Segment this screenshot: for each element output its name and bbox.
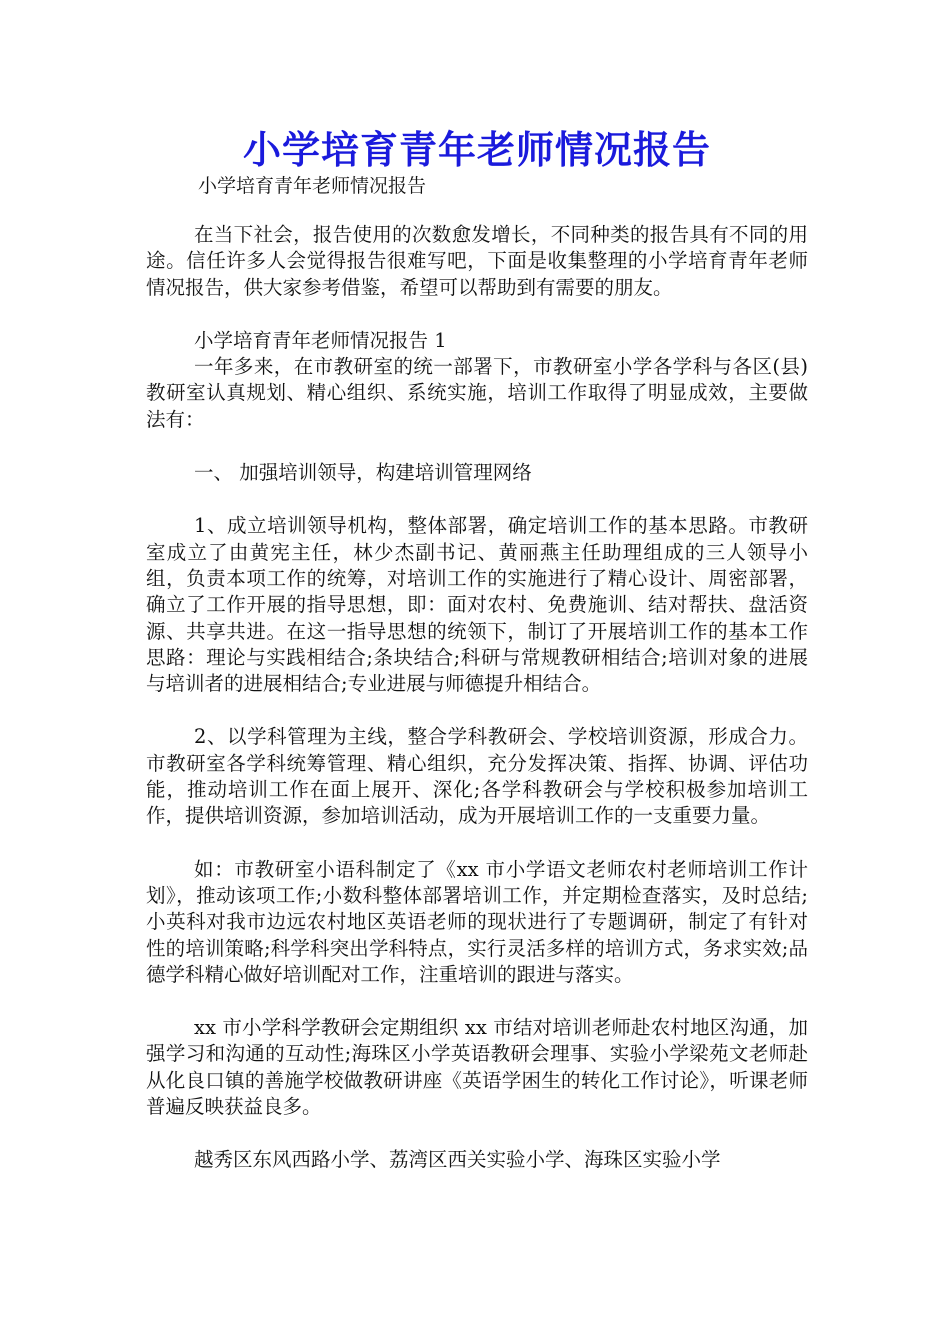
document-title: 小学培育青年老师情况报告 [242,127,711,172]
section-heading: 小学培育青年老师情况报告 1 [194,328,447,352]
subsection-heading: 一、 加强培训领导，构建培训管理网络 [194,461,532,485]
document-body [146,222,808,1201]
body-paragraph: 越秀区东风西路小学、荔湾区西关实验小学、海珠区实验小学 [194,1148,721,1172]
intro-paragraph: 在当下社会，报告使用的次数愈发增长，不同种类的报告具有不同的用途。信任许多人会觉得报告很难写吧，下面是收集整理的小学培育青年老师情况报告，供大家参考借鉴，希望可以帮助到有需要的朋友。 [146,223,808,299]
body-paragraph: xx 市小学科学教研会定期组织 xx 市结对培训老师赴农村地区沟通，加强学习和沟通的互动性;海珠区小学英语教研会理事、实验小学梁苑文老师赴从化良口镇的善施学校做教研讲座《英语学困生的转化工作讨论》，听课老师普遍反映获益良多。 [146,1016,808,1119]
body-paragraph: 如：市教研室小语科制定了《xx 市小学语文老师农村老师培训工作计划》，推动该项工作;小数科整体部署培训工作，并定期检查落实，及时总结;小英科对我市边远农村地区英语老师的现状进行了专题调研，制定了有针对性的培训策略;科学科突出学科特点，实行灵活多样的培训方式，务求实效;品德学科精心做好培训配对工作，注重培训的跟进与落实。 [146,857,808,986]
document-subtitle: 小学培育青年老师情况报告 [198,175,427,197]
overview-paragraph: 一年多来，在市教研室的统一部署下，市教研室小学各学科与各区(县)教研室认真规划、精心组织、系统实施，培训工作取得了明显成效，主要做法有： [146,355,808,431]
body-paragraph: 2、以学科管理为主线，整合学科教研会、学校培训资源，形成合力。市教研室各学科统筹管理、精心组织，充分发挥决策、指挥、协调、评估功能，推动培训工作在面上展开、深化;各学科教研会与学校积极参加培训工作，提供培训资源，参加培训活动，成为开展培训工作的一支重要力量。 [146,725,808,828]
body-paragraph: 1、成立培训领导机构，整体部署，确定培训工作的基本思路。市教研室成立了由黄宪主任，林少杰副书记、黄丽燕主任助理组成的三人领导小组，负责本项工作的统筹，对培训工作的实施进行了精心设计、周密部署，确立了工作开展的指导思想，即：面对农村、免费施训、结对帮扶、盘活资源、共享共进。在这一指导思想的统领下，制订了开展培训工作的基本工作思路：理论与实践相结合;条块结合;科研与常规教研相结合;培训对象的进展与培训者的进展相结合;专业进展与师德提升相结合。 [146,514,808,696]
